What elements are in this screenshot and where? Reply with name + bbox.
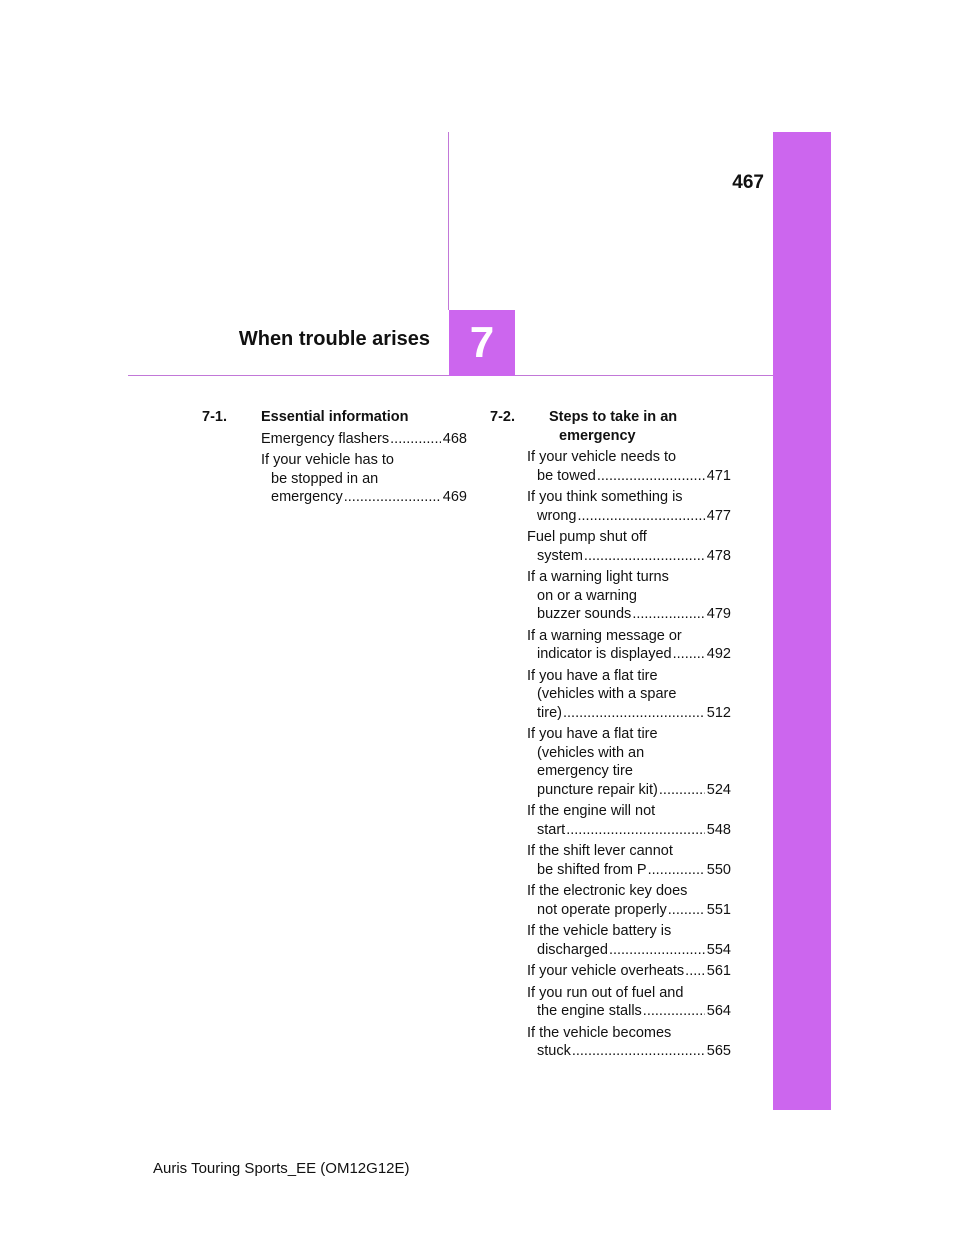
dot-leader — [344, 488, 441, 507]
toc-entry-last-line — [527, 781, 731, 800]
toc-entry-last-line — [527, 901, 731, 920]
toc-entry[interactable] — [527, 627, 731, 664]
toc-entry-text: discharged — [537, 941, 608, 958]
toc-entry-text: be stopped in an — [271, 470, 379, 487]
toc-entry-list — [490, 448, 731, 1061]
dot-leader — [673, 645, 705, 664]
toc-entry-text: be towed — [537, 467, 596, 484]
toc-entry[interactable] — [527, 488, 731, 525]
toc-entry-page: 561 — [706, 963, 731, 979]
toc-entry-last-line — [527, 507, 731, 526]
toc-entry-text: If the vehicle battery is — [527, 923, 672, 939]
toc-entry[interactable] — [261, 430, 467, 449]
toc-entry-text: If the electronic key does — [527, 883, 688, 899]
section-title-line: Steps to take in an — [549, 409, 678, 425]
toc-entry-list — [202, 430, 467, 507]
toc-entry-text: Emergency flashers — [261, 430, 390, 447]
dot-leader — [390, 430, 441, 449]
dot-leader — [609, 941, 705, 960]
dot-leader — [578, 507, 705, 526]
toc-entry-text: indicator is displayed — [537, 646, 672, 662]
toc-entry-page: 478 — [706, 547, 731, 564]
toc-entry[interactable] — [527, 842, 731, 879]
toc-entry-text: the engine stalls — [537, 1003, 642, 1019]
toc-entry-page: 477 — [706, 507, 731, 524]
toc-entry-text: If your vehicle needs to — [527, 449, 677, 465]
dot-leader — [685, 962, 705, 981]
toc-entry-text: (vehicles with a spare — [537, 686, 677, 702]
toc-entry[interactable] — [527, 725, 731, 799]
toc-entry-text: system — [537, 547, 583, 564]
header-vertical-rule — [448, 132, 449, 310]
toc-entry-text: If you run out of fuel and — [527, 984, 684, 1001]
toc-entry-text: start — [537, 821, 566, 838]
toc-entry-text: tire) — [537, 704, 562, 721]
toc-entry-last-line — [527, 605, 731, 624]
toc-column-right — [490, 408, 731, 1064]
toc-entry-last-line — [527, 962, 731, 981]
toc-entry-text: If the shift lever cannot — [527, 843, 673, 859]
footer-model-code: Auris Touring Sports_EE (OM12G12E) — [153, 1160, 410, 1177]
toc-entry-text: wrong — [537, 507, 577, 524]
toc-entry-last-line — [527, 821, 731, 840]
toc-entry-text: If the vehicle becomes — [527, 1024, 672, 1041]
toc-column-left — [202, 408, 467, 510]
chapter-title: When trouble arises — [238, 328, 430, 350]
toc-entry[interactable] — [527, 922, 731, 959]
toc-entry-text: If you think something is — [527, 489, 683, 505]
toc-entry-text: not operate properly — [537, 901, 667, 918]
dot-leader — [572, 1042, 705, 1061]
dot-leader — [632, 605, 704, 624]
dot-leader — [659, 781, 705, 800]
toc-entry-last-line — [527, 1002, 731, 1021]
toc-entry-page: 492 — [706, 646, 731, 662]
section-title — [549, 408, 731, 445]
toc-entry-page: 550 — [706, 861, 731, 878]
toc-entry-page: 551 — [706, 901, 731, 918]
toc-entry-page: 554 — [706, 941, 731, 958]
toc-entry-last-line — [261, 430, 467, 449]
toc-entry-page: 479 — [706, 606, 731, 622]
toc-entry-text: If your vehicle overheats — [527, 963, 685, 979]
toc-entry[interactable] — [527, 984, 731, 1021]
toc-entry-last-line — [527, 467, 731, 486]
toc-entry-text: emergency tire — [537, 763, 633, 779]
dot-leader — [648, 861, 705, 880]
toc-entry-last-line — [527, 645, 731, 664]
section-heading — [202, 408, 467, 427]
toc-entry-text: puncture repair kit) — [537, 781, 658, 798]
toc-entry[interactable] — [527, 568, 731, 624]
dot-leader — [643, 1002, 705, 1021]
toc-entry-page: 565 — [706, 1043, 731, 1059]
section-title — [261, 408, 467, 427]
toc-entry[interactable] — [527, 667, 731, 723]
dot-leader — [563, 704, 705, 723]
toc-entry-text: buzzer sounds — [537, 606, 632, 622]
toc-entry-page: 564 — [706, 1003, 731, 1019]
section-number: 7-2. — [490, 409, 515, 425]
toc-entry-text: emergency — [271, 489, 343, 505]
toc-entry-text: If a warning message or — [527, 627, 682, 644]
page-number: 467 — [732, 172, 764, 193]
toc-entry-last-line — [527, 547, 731, 566]
toc-entry-page: 471 — [706, 467, 731, 484]
toc-entry-page: 548 — [706, 821, 731, 838]
toc-entry-page: 469 — [442, 489, 467, 505]
section-title-line: Essential information — [261, 409, 409, 425]
toc-entry[interactable] — [527, 528, 731, 565]
toc-entry-text: be shifted from P — [537, 861, 647, 878]
toc-entry-last-line — [261, 488, 467, 507]
toc-entry-text: (vehicles with an — [537, 744, 645, 761]
toc-entry-page: 524 — [706, 781, 731, 798]
toc-entry-last-line — [527, 861, 731, 880]
toc-entry-text: If your vehicle has to — [261, 452, 394, 468]
toc-entry-last-line — [527, 704, 731, 723]
chapter-side-tab — [773, 132, 831, 1110]
dot-leader — [597, 467, 705, 486]
toc-entry[interactable] — [527, 802, 731, 839]
toc-entry[interactable] — [527, 448, 731, 485]
toc-entry-page: 468 — [442, 430, 467, 447]
toc-entry-text: If the engine will not — [527, 803, 656, 819]
section-title-line: emergency — [559, 427, 636, 444]
toc-entry-text: stuck — [537, 1043, 571, 1059]
toc-entry-text: If you have a flat tire — [527, 726, 658, 742]
toc-entry[interactable] — [527, 962, 731, 981]
dot-leader — [566, 821, 705, 840]
toc-entry-text: Fuel pump shut off — [527, 529, 647, 545]
toc-entry[interactable] — [527, 1024, 731, 1061]
chapter-number-badge: 7 — [449, 310, 515, 376]
toc-entry-text: If you have a flat tire — [527, 667, 658, 684]
toc-entry[interactable] — [261, 451, 467, 507]
toc-entry-last-line — [527, 941, 731, 960]
dot-leader — [584, 547, 705, 566]
section-heading — [490, 408, 731, 445]
section-number: 7-1. — [202, 409, 227, 425]
toc-entry-text: on or a warning — [537, 587, 637, 604]
dot-leader — [668, 901, 705, 920]
toc-entry-text: If a warning light turns — [527, 569, 669, 585]
toc-entry[interactable] — [527, 882, 731, 919]
toc-entry-page: 512 — [706, 704, 731, 721]
toc-entry-last-line — [527, 1042, 731, 1061]
